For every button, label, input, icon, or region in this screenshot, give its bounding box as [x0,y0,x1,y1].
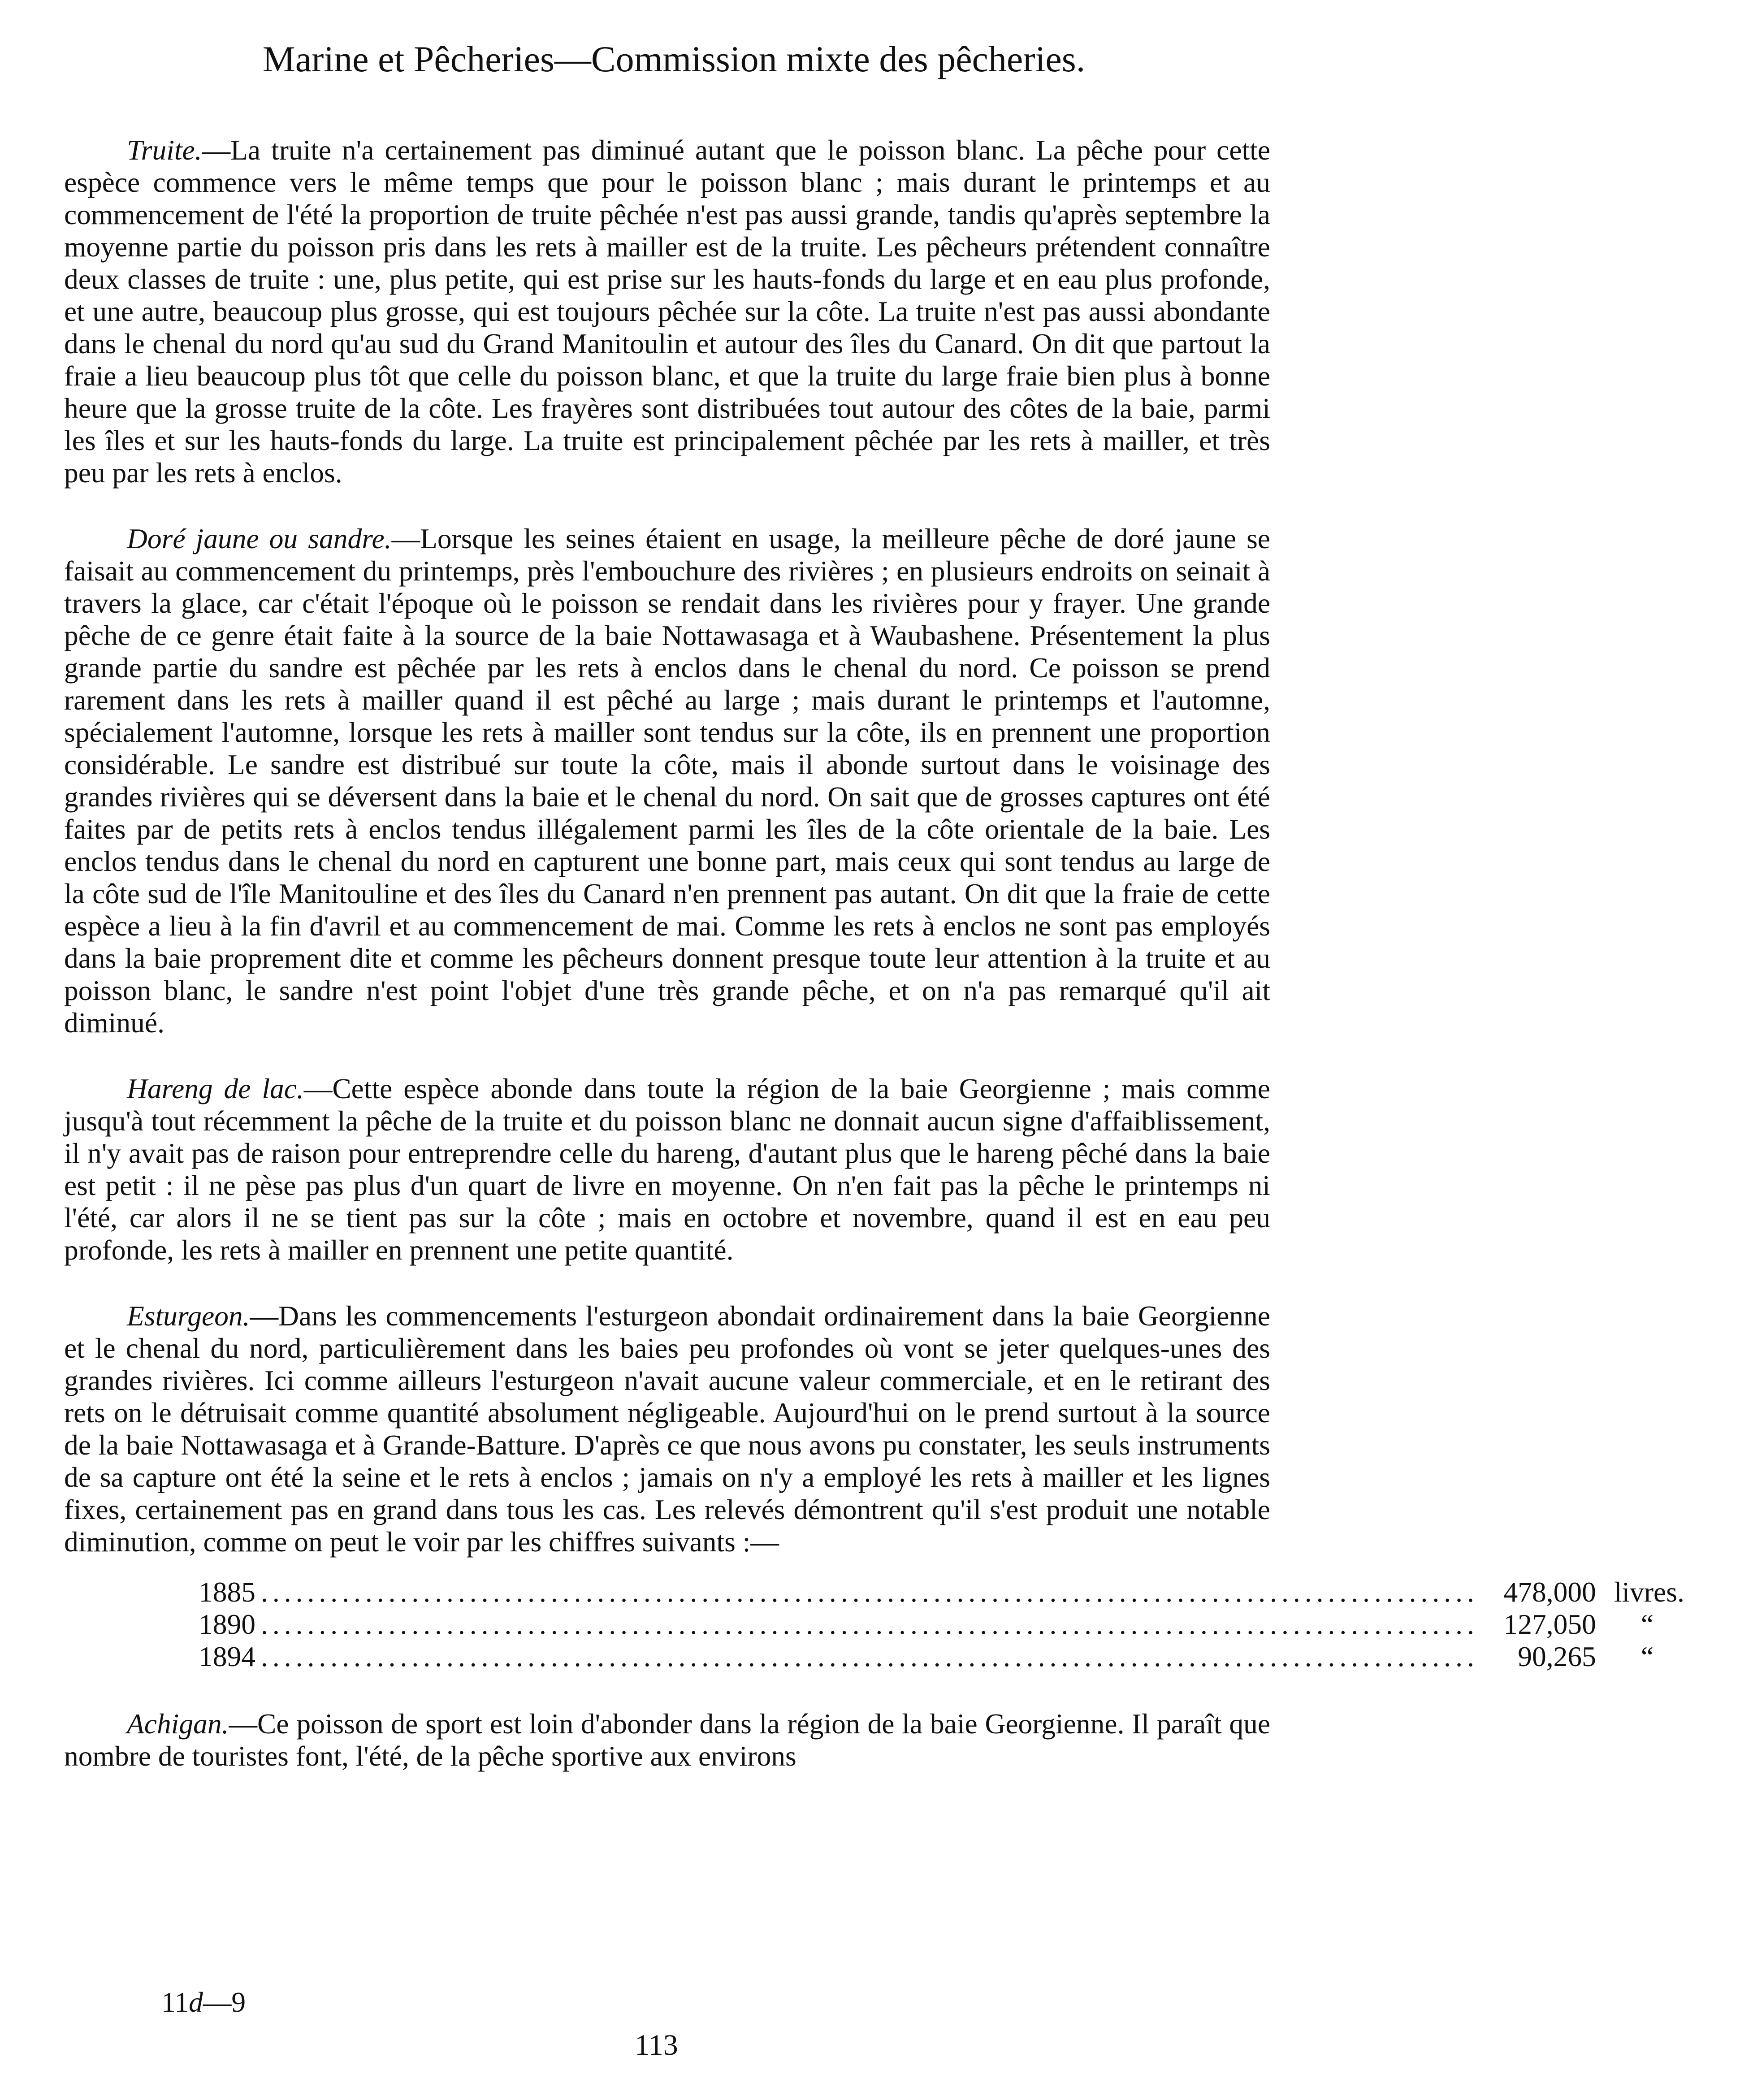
table-row [199,1641,1654,1673]
table-year: 1885 [199,1576,255,1608]
table-year: 1890 [199,1608,255,1641]
table-year: 1894 [199,1641,255,1673]
table-value: 127,050 [1503,1608,1596,1641]
section-text: —Dans les commencements l'esturgeon abondait ordinairement dans la baie Georgienne et le chenal du nord, particulièrement dans les baies peu profondes où vont se jeter quelques-unes des grandes rivières. Ici comme ailleurs l'esturgeon n'avait aucune valeur commerciale, et en le retirant des rets on le détruisait comme quantité absolument négligeable. Aujourd'hui on le prend surtout à la source de la baie Nottawasaga et à Grande-Batture. D'après ce que nous avons pu constater, les seuls instruments de sa capture ont été la seine et le rets à enclos ; jamais on n'y a employé les rets à mailler et les lignes fixes, certainement pas en grand dans tous les cas. Les relevés démontrent qu'il s'est produit une notable diminution, comme on peut le voir par les chiffres suivants :— [64,1300,1270,1558]
section-hareng [64,1073,1270,1266]
signature-prefix: 11 [161,1986,189,2018]
signature-suffix: —9 [203,1986,246,2018]
table-row [199,1608,1654,1641]
signature-mark [161,1986,246,2019]
section-esturgeon [64,1300,1270,1558]
section-heading: Esturgeon. [127,1300,250,1332]
page-number: 113 [635,2029,678,2061]
section-heading: Doré jaune ou sandre. [127,523,392,555]
table-value: 90,265 [1518,1641,1596,1673]
section-text: —Lorsque les seines étaient en usage, la meilleure pêche de doré jaune se faisait au commencement du printemps, près l'embouchure des rivières ; en plusieurs endroits on seinait à travers la glace, car c'était l'époque où le poisson se rendait dans les rivières pour y frayer. Une grande pêche de ce genre était faite à la source de la baie Nottawasaga et à Waubashene. Présentement la plus grande partie du sandre est pêchée par les rets à enclos dans le chenal du nord. Ce poisson se prend rarement dans les rets à mailler quand il est pêché au large ; mais durant le printemps et l'automne, spécialement l'automne, lorsque les rets à mailler sont tendus sur la côte, ils en prennent une proportion considérable. Le sandre est distribué sur toute la côte, mais il abonde surtout dans le voisinage des grandes rivières qui se déversent dans la baie et le chenal du nord. On sait que de grosses captures ont été faites par de petits rets à enclos tendus illégalement parmi les îles de la côte orientale de la baie. Les enclos tendus dans le chenal du nord en capturent une bonne part, mais ceux qui sont tendus au large de la côte sud de l'île Manitouline et des îles du Canard n'en prennent pas autant. On dit que la fraie de cette espèce a lieu à la fin d'avril et au commencement de mai. Comme les rets à enclos ne sont pas employés dans la baie proprement dite et comme les pêcheurs donnent presque toute leur attention à la truite et au poisson blanc, le sandre n'est point l'objet d'une très grande pêche, et on n'a pas remarqué qu'il ait diminué. [64,523,1270,1039]
table-row [199,1576,1684,1608]
section-heading: Achigan. [127,1708,229,1740]
section-text: —Cette espèce abonde dans toute la région de la baie Georgienne ; mais comme jusqu'à tout récemment la pêche de la truite et du poisson blanc ne donnait aucun signe d'affaiblissement, il n'y avait pas de raison pour entreprendre celle du hareng, d'autant plus que le hareng pêché dans la baie est petit : il ne pèse pas plus d'un quart de livre en moyenne. On n'en fait pas la pêche le printemps ni l'été, car alors il ne se tient pas sur la côte ; mais en octobre et novembre, quand il est en eau peu profonde, les rets à mailler en prennent une petite quantité. [64,1073,1270,1266]
section-text: —Ce poisson de sport est loin d'abonder dans la région de la baie Georgienne. Il paraît que nombre de touristes font, l'été, de la pêche sportive aux environs [64,1708,1270,1772]
table-unit: “ [1640,1608,1654,1641]
leader-dots: ......................................................................................................... [261,1608,1479,1641]
table-value: 478,000 [1503,1576,1596,1608]
catch-table [199,1576,1684,1673]
section-text: —La truite n'a certainement pas diminué autant que le poisson blanc. La pêche pour cette espèce commence vers le même temps que pour le poisson blanc ; mais durant le printemps et au commencement de l'été la proportion de truite pêchée n'est pas aussi grande, tandis qu'après septembre la moyenne partie du poisson pris dans les rets à mailler est de la truite. Les pêcheurs prétendent connaître deux classes de truite : une, plus petite, qui est prise sur les hauts-fonds du large et en eau plus profonde, et une autre, beaucoup plus grosse, qui est toujours pêchée sur la côte. La truite n'est pas aussi abondante dans le chenal du nord qu'au sud du Grand Manitoulin et autour des îles du Canard. On dit que partout la fraie a lieu beaucoup plus tôt que celle du poisson blanc, et que la truite du large fraie bien plus à bonne heure que la grosse truite de la côte. Les frayères sont distribuées tout autour des côtes de la baie, parmi les îles et sur les hauts-fonds du large. La truite est principalement pêchée par les rets à mailler, et très peu par les rets à enclos. [64,134,1270,489]
page-title: Marine et Pêcheries—Commission mixte des pêcheries. [262,39,1086,79]
table-unit: “ [1640,1641,1654,1673]
leader-dots: ......................................................................................................... [261,1576,1479,1608]
signature-letter: d [189,1986,203,2018]
table-unit: livres. [1614,1576,1684,1608]
leader-dots: ......................................................................................................... [261,1641,1479,1673]
section-achigan [64,1708,1270,1772]
section-heading: Truite. [127,134,202,166]
section-heading: Hareng de lac. [127,1073,304,1105]
section-dore-jaune [64,523,1270,1039]
section-truite [64,134,1270,489]
